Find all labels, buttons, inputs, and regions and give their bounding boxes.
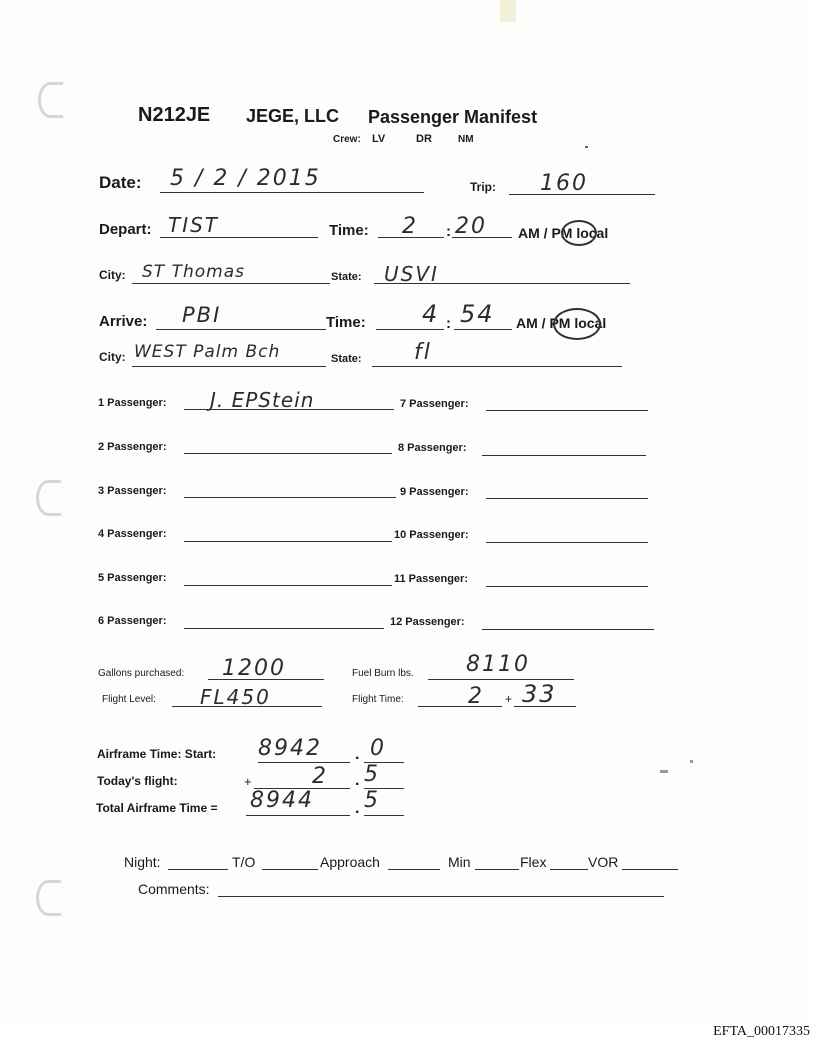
date-value: 5 / 2 / 2015 [170,166,321,191]
passenger-1-value: J. EPStein [210,388,315,412]
depart-state-label: State: [331,271,362,283]
passenger-9-label: 9 Passenger: [400,486,469,498]
form-title: Passenger Manifest [368,107,538,127]
arrive-state-line [372,366,622,367]
arrive-state-value: fl [414,340,432,365]
pm-circle-arrive [553,308,601,340]
bates-number: EFTA_00017335 [713,1024,810,1039]
crew-label: Crew: [333,134,361,145]
passenger-11-line [486,586,648,587]
arrive-value: PBI [182,303,222,327]
takeoff-line [262,869,318,870]
date-line [160,192,424,193]
total-airframe-dec: 5 [364,788,380,813]
gallons-value: 1200 [222,656,286,681]
flight-level-label: Flight Level: [102,694,156,705]
depart-time-minute: 20 [455,214,487,239]
approach-line [388,869,440,870]
arrive-time-hour: 4 [422,300,440,328]
comments-label: Comments: [138,881,210,897]
total-airframe-whole: 8944 [250,788,314,813]
passenger-3-line [184,497,396,498]
vor-line [622,869,678,870]
vor-label: VOR [588,854,619,870]
passenger-8-line [482,455,646,456]
scan-speck [585,146,588,148]
gallons-label: Gallons purchased: [98,668,185,679]
flight-time-hour-line [418,706,502,707]
flex-line [550,869,588,870]
passenger-12-label: 12 Passenger: [390,616,465,628]
total-airframe-dot: . [355,800,360,817]
binder-hole-bottom [36,880,61,916]
pm-circle-depart [561,220,597,246]
depart-label: Depart: [99,221,152,238]
arrive-city-label: City: [99,350,126,364]
passenger-5-line [184,585,392,586]
flight-time-hour: 2 [468,684,484,709]
crew-dr: DR [416,133,432,145]
depart-city-line [132,283,330,284]
arrive-time-colon: : [446,315,451,332]
passenger-10-line [486,542,648,543]
passenger-7-line [486,410,648,411]
arrive-ampm-local: AM / PM local [516,315,607,331]
passenger-4-line [184,541,392,542]
todays-flight-dot: . [355,772,360,789]
flight-time-plus: + [505,692,513,706]
arrive-city-line [132,366,326,367]
airframe-start-label: Airframe Time: Start: [97,747,217,761]
todays-flight-label: Today's flight: [97,774,178,788]
crew-nm: NM [458,134,474,145]
airframe-start-dec: 0 [370,736,386,761]
passenger-2-label: 2 Passenger: [98,441,167,453]
trip-label: Trip: [470,180,496,194]
todays-flight-plus: + [244,774,252,789]
total-airframe-label: Total Airframe Time = [96,801,218,815]
arrive-time-minute: 54 [460,300,495,328]
depart-value: TIST [168,213,220,237]
depart-line [160,237,318,238]
arrive-city-value: WEST Palm Bch [134,342,281,362]
passenger-8-label: 8 Passenger: [398,442,467,454]
passenger-6-label: 6 Passenger: [98,615,167,627]
depart-time-colon: : [446,223,451,240]
binder-hole-top [38,82,63,118]
binder-hole-middle [36,480,61,516]
arrive-time-minute-line [454,329,512,330]
flight-time-label: Flight Time: [352,694,404,705]
min-label: Min [448,854,471,870]
todays-flight-whole: 2 [312,764,328,789]
airframe-start-whole: 8942 [258,736,322,761]
fuel-burn-label: Fuel Burn lbs. [352,668,414,679]
crew-lv: LV [372,133,386,145]
passenger-11-label: 11 Passenger: [394,573,468,585]
takeoff-label: T/O [232,854,256,870]
passenger-3-label: 3 Passenger: [98,485,167,497]
flex-label: Flex [520,854,547,870]
company-name: JEGE, LLC [246,106,340,126]
comments-line [218,896,664,897]
approach-label: Approach [320,854,380,870]
passenger-12-line [482,629,654,630]
flight-level-value: FL450 [200,685,271,709]
arrive-label: Arrive: [99,313,148,330]
depart-time-label: Time: [329,222,369,239]
date-label: Date: [99,173,142,192]
fuel-burn-value: 8110 [466,652,530,677]
night-line [168,869,228,870]
night-label: Night: [124,854,161,870]
depart-city-label: City: [99,268,126,282]
arrive-state-label: State: [331,353,362,365]
trip-value: 160 [540,171,588,196]
todays-flight-dec: 5 [364,762,380,787]
passenger-10-label: 10 Passenger: [394,529,469,541]
passenger-9-line [486,498,648,499]
scan-speck [660,770,668,773]
total-airframe-whole-line [246,815,350,816]
airframe-start-whole-line [258,762,350,763]
flight-time-minute: 33 [522,680,557,708]
depart-state-value: USVI [384,262,439,286]
passenger-2-line [184,453,392,454]
passenger-1-label: 1 Passenger: [98,397,167,409]
arrive-line [156,329,326,330]
airframe-start-dot: . [355,746,360,763]
scan-speck [500,0,516,22]
passenger-6-line [184,628,384,629]
passenger-7-label: 7 Passenger: [400,398,469,410]
min-line [475,869,519,870]
passenger-4-label: 4 Passenger: [98,528,167,540]
arrive-time-hour-line [376,329,444,330]
total-airframe-dec-line [364,815,404,816]
arrive-time-label: Time: [326,314,366,331]
scan-speck [690,760,693,763]
depart-city-value: ST Thomas [142,262,245,282]
tail-number: N212JE [138,104,211,126]
depart-ampm-local: AM / PM local [518,225,609,241]
depart-time-hour: 2 [402,214,418,239]
passenger-5-label: 5 Passenger: [98,572,167,584]
